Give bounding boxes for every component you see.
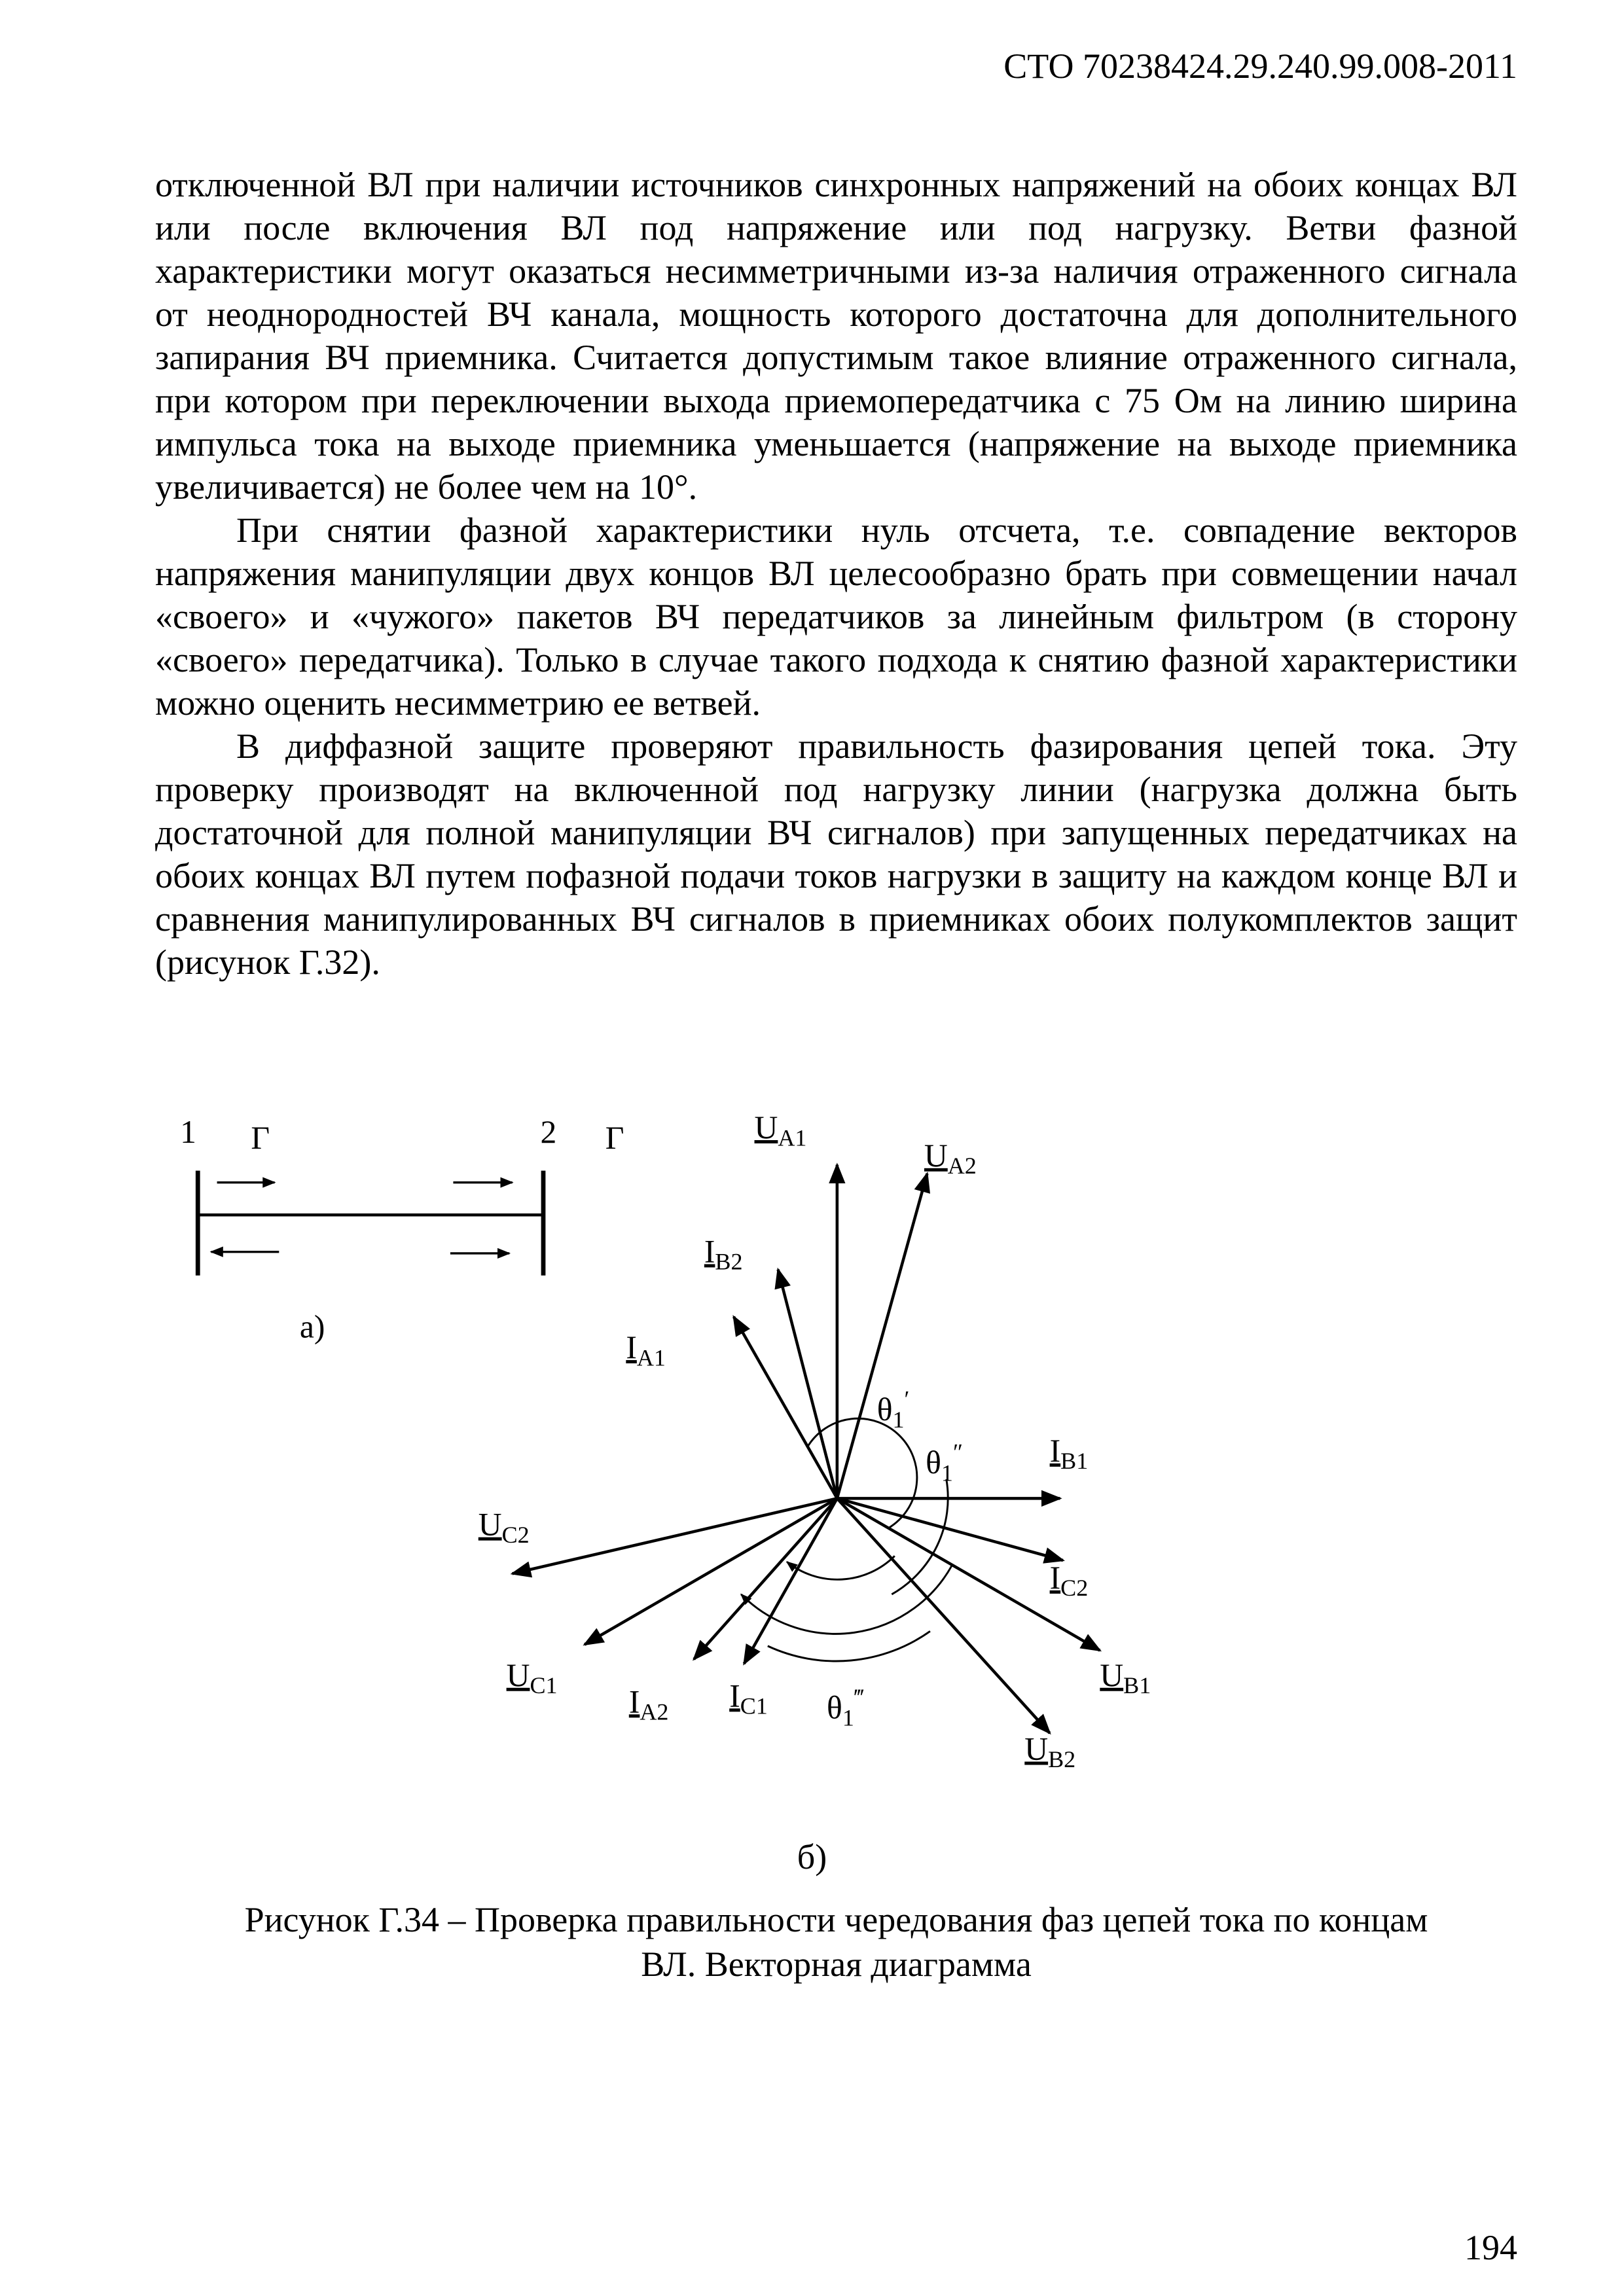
label-IC1: $I_{C1}$ bbox=[729, 1677, 768, 1719]
paragraph: При снятии фазной характеристики нуль отсчета, т.е. совпадение векторов напряжения манипуляции двух концов ВЛ целесообразно брать при совмещении начал «своего» и «чужого» пакетов ВЧ передатчиков за линейным фильтром (в сторону «своего» передатчика). Только в случае такого подхода к снятию фазной характеристики можно оценить несимметрию ее ветвей. bbox=[155, 511, 1517, 723]
angle-arc-theta3-outer bbox=[741, 1565, 952, 1634]
line-schematic bbox=[180, 1114, 624, 1345]
label-theta1: $\theta_1'$ bbox=[876, 1386, 910, 1433]
page-number: 194 bbox=[1464, 2228, 1517, 2267]
caption-line: Рисунок Г.34 – Проверка правильности чередования фаз цепей тока по концам bbox=[244, 1900, 1428, 1939]
part-a-label: а) bbox=[299, 1308, 325, 1345]
vector-IB2 bbox=[778, 1270, 837, 1499]
end-2-label: 2 bbox=[540, 1113, 557, 1150]
caption-line: ВЛ. Векторная диаграмма bbox=[641, 1945, 1032, 1984]
label-UB2: $U_{B2}$ bbox=[1024, 1731, 1076, 1772]
vector-IC1 bbox=[744, 1498, 837, 1664]
label-IA1: $I_{A1}$ bbox=[626, 1329, 666, 1371]
vector-IC2 bbox=[837, 1498, 1063, 1560]
label-theta3: $\theta_1^‴$ bbox=[827, 1684, 864, 1731]
vector-UA2 bbox=[837, 1174, 928, 1498]
end-2-mark: Г bbox=[605, 1119, 624, 1156]
vector-UC1 bbox=[585, 1498, 837, 1644]
angle-arc-theta2 bbox=[892, 1479, 948, 1594]
label-UC1: $U_{C1}$ bbox=[506, 1657, 558, 1699]
paragraph: отключенной ВЛ при наличии источников синхронных напряжений на обоих концах ВЛ или после включения ВЛ под напряжение или под нагрузку. Ветви фазной характеристики могут оказаться несимметричными из-за наличия отраженного сигнала от неоднородностей ВЧ канала, мощность которого достаточна для дополнительного запирания ВЧ приемника. Считается допустимым такое влияние отраженного сигнала, при котором при переключении выхода приемопередатчика с 75 Ом на линию ширина импульса тока на выходе приемника уменьшается (напряжение на выходе приемника увеличивается) не более чем на 10°. bbox=[155, 165, 1517, 507]
label-UA2: $U_{A2}$ bbox=[924, 1137, 977, 1179]
paragraph: В диффазной защите проверяют правильность фазирования цепей тока. Эту проверку производят на включенной под нагрузку линии (нагрузка должна быть достаточной для полной манипуляции ВЧ сигналов) при запущенных передатчиках на обоих концах ВЛ путем пофазной подачи токов нагрузки в защиту на каждом конце ВЛ и сравнения манипулированных ВЧ сигналов в приемниках обоих полукомплектов защит (рисунок Г.32). bbox=[155, 726, 1517, 982]
vector-IA1 bbox=[734, 1317, 837, 1498]
part-b-label: б) bbox=[797, 1837, 827, 1876]
label-UA1: $U_{A1}$ bbox=[754, 1109, 807, 1151]
document-code: СТО 70238424.29.240.99.008-2011 bbox=[1003, 46, 1517, 86]
angle-arc-theta3-ext bbox=[768, 1631, 930, 1661]
label-IA2: $I_{A2}$ bbox=[628, 1683, 669, 1725]
label-IC2: $I_{C2}$ bbox=[1049, 1559, 1089, 1602]
label-IB2: $I_{B2}$ bbox=[704, 1233, 743, 1275]
vector-labels bbox=[478, 1109, 1151, 1772]
label-UB1: $U_{B1}$ bbox=[1100, 1657, 1151, 1699]
vector-IA2 bbox=[694, 1498, 837, 1659]
end-1-mark: Г bbox=[251, 1119, 270, 1156]
label-theta2: $\theta_1''$ bbox=[926, 1439, 964, 1486]
figure-caption bbox=[155, 1897, 1517, 1986]
end-1-label: 1 bbox=[180, 1113, 196, 1150]
label-IB1: $I_{B1}$ bbox=[1049, 1432, 1089, 1475]
label-UC2: $U_{C2}$ bbox=[478, 1506, 530, 1548]
phasor-diagram bbox=[513, 1165, 1100, 1733]
vector-UB2 bbox=[837, 1498, 1050, 1733]
